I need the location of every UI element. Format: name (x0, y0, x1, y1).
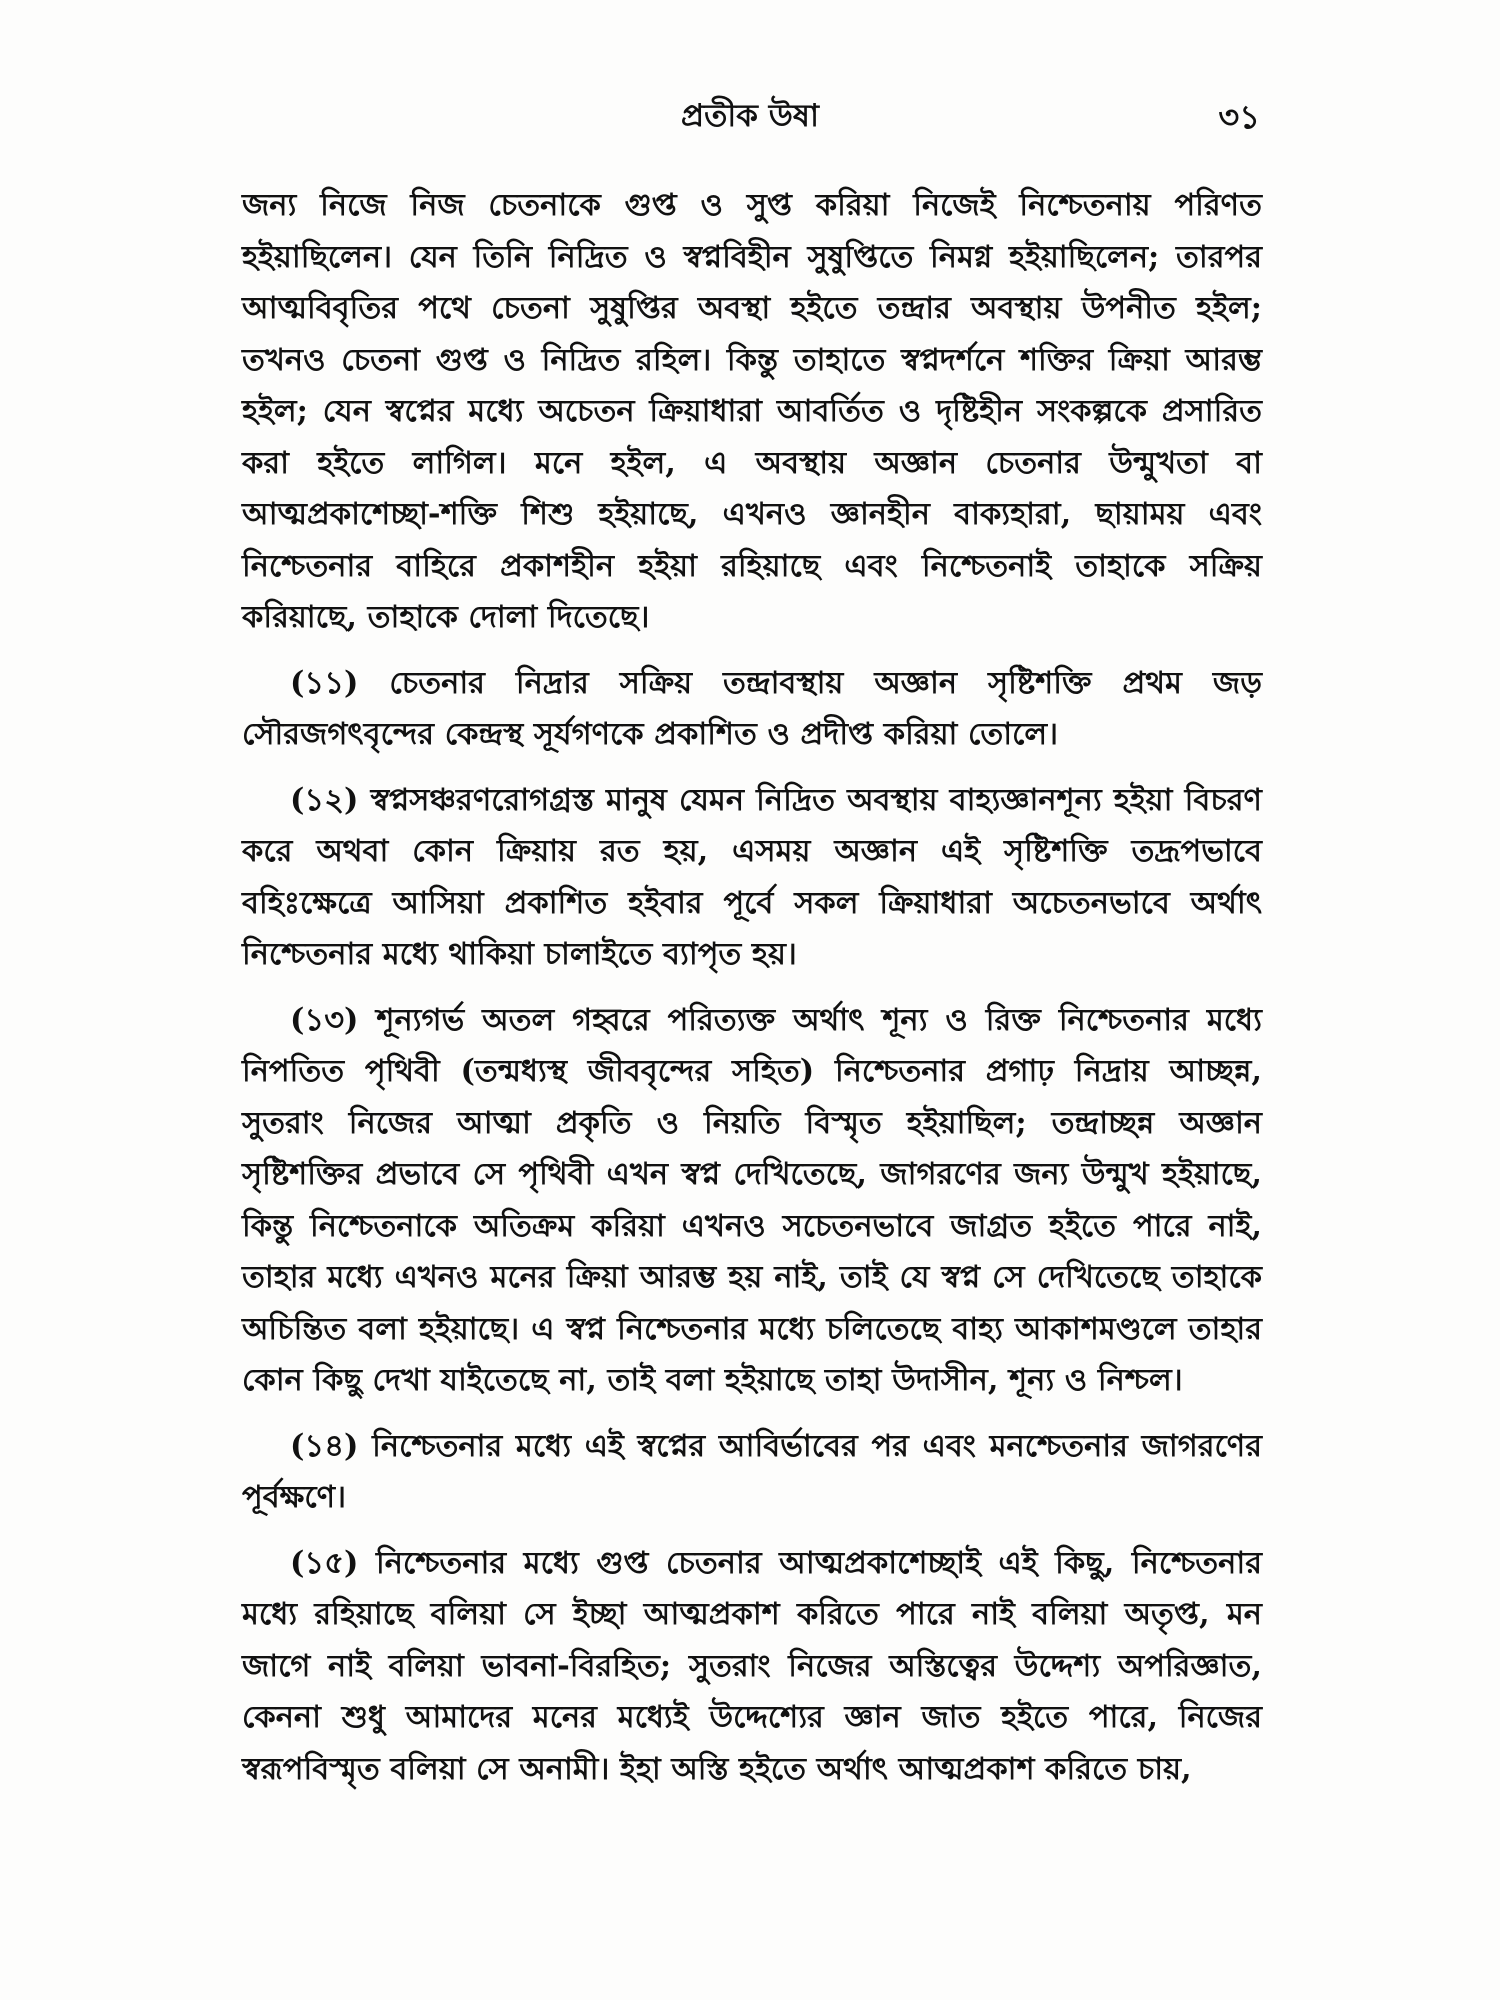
running-header-title: প্রতীক উষা (681, 98, 819, 134)
paragraph-continuation: জন্য নিজে নিজ চেতনাকে গুপ্ত ও সুপ্ত করিয়া নিজেই নিশ্চেতনায় পরিণত হইয়াছিলেন। যেন তিনি নিদ্রিত ও স্বপ্নবিহীন সুষুপ্তিতে নিমগ্ন হইয়াছিলেন; তারপর আত্মবিবৃতির পথে চেতনা সুষুপ্তির অবস্থা হইতে তন্দ্রার অবস্থায় উপনীত হইল; তখনও চেতনা গুপ্ত ও নিদ্রিত রহিল। কিন্তু তাহাতে স্বপ্নদর্শনে শক্তির ক্রিয়া আরম্ভ হইল; যেন স্বপ্নের মধ্যে অচেতন ক্রিয়াধারা আবর্তিত ও দৃষ্টিহীন সংকল্পকে প্রসারিত করা হইতে লাগিল। মনে হইল, এ অবস্থায় অজ্ঞান চেতনার উন্মুখতা বা আত্মপ্রকাশেচ্ছা-শক্তি শিশু হইয়াছে, এখনও জ্ঞানহীন বাক্যহারা, ছায়াময় এবং নিশ্চেতনার বাহিরে প্রকাশহীন হইয়া রহিয়াছে এবং নিশ্চেতনাই তাহাকে সক্রিয় করিয়াছে, তাহাকে দোলা দিতেছে। (242, 187, 1262, 635)
paragraph-note-13: (১৩) শূন্যগর্ভ অতল গহ্বরে পরিত্যক্ত অর্থাৎ শূন্য ও রিক্ত নিশ্চেতনার মধ্যে নিপতিত পৃথিবী (তন্মধ্যস্থ জীববৃন্দের সহিত) নিশ্চেতনার প্রগাঢ় নিদ্রায় আচ্ছন্ন, সুতরাং নিজের আত্মা প্রকৃতি ও নিয়তি বিস্মৃত হইয়াছিল; তন্দ্রাচ্ছন্ন অজ্ঞান সৃষ্টিশক্তির প্রভাবে সে পৃথিবী এখন স্বপ্ন দেখিতেছে, জাগরণের জন্য উন্মুখ হইয়াছে, কিন্তু নিশ্চেতনাকে অতিক্রম করিয়া এখনও সচেতনভাবে জাগ্রত হইতে পারে নাই, তাহার মধ্যে এখনও মনের ক্রিয়া আরম্ভ হয় নাই, তাই যে স্বপ্ন সে দেখিতেছে তাহাকে অচিন্তিত বলা হইয়াছে। এ স্বপ্ন নিশ্চেতনার মধ্যে চলিতেছে বাহ্য আকাশমণ্ডলে তাহার কোন কিছু দেখা যাইতেছে না, তাই বলা হইয়াছে তাহা উদাসীন, শূন্য ও নিশ্চল। (242, 1001, 1262, 1398)
paragraph-note-12: (১২) স্বপ্নসঞ্চরণরোগগ্রস্ত মানুষ যেমন নিদ্রিত অবস্থায় বাহ্যজ্ঞানশূন্য হইয়া বিচরণ করে অথবা কোন ক্রিয়ায় রত হয়, এসময় অজ্ঞান এই সৃষ্টিশক্তি তদ্রূপভাবে বহিঃক্ষেত্রে আসিয়া প্রকাশিত হইবার পূর্বে সকল ক্রিয়াধারা অচেতনভাবে অর্থাৎ নিশ্চেতনার মধ্যে থাকিয়া চালাইতে ব্যাপৃত হয়। (242, 781, 1262, 972)
paragraph-note-11: (১১) চেতনার নিদ্রার সক্রিয় তন্দ্রাবস্থায় অজ্ঞান সৃষ্টিশক্তি প্রথম জড় সৌরজগৎবৃন্দের কেন্দ্রস্থ সূর্যগণকে প্রকাশিত ও প্রদীপ্ত করিয়া তোলে। (242, 664, 1262, 752)
paragraph-note-14: (১৪) নিশ্চেতনার মধ্যে এই স্বপ্নের আবির্ভাবের পর এবং মনশ্চেতনার জাগরণের পূর্বক্ষণে। (242, 1427, 1262, 1515)
page-number: ৩১ (1218, 98, 1260, 136)
paragraph-note-15: (১৫) নিশ্চেতনার মধ্যে গুপ্ত চেতনার আত্মপ্রকাশেচ্ছাই এই কিছু, নিশ্চেতনার মধ্যে রহিয়াছে বলিয়া সে ইচ্ছা আত্মপ্রকাশ করিতে পারে নাই বলিয়া অতৃপ্ত, মন জাগে নাই বলিয়া ভাবনা-বিরহিত; সুতরাং নিজের অস্তিত্বের উদ্দেশ্য অপরিজ্ঞাত, কেননা শুধু আমাদের মনের মধ্যেই উদ্দেশ্যের জ্ঞান জাত হইতে পারে, নিজের স্বরূপবিস্মৃত বলিয়া সে অনামী। ইহা অস্তি হইতে অর্থাৎ আত্মপ্রকাশ করিতে চায়, (242, 1544, 1262, 1787)
body-text (242, 180, 1262, 1809)
